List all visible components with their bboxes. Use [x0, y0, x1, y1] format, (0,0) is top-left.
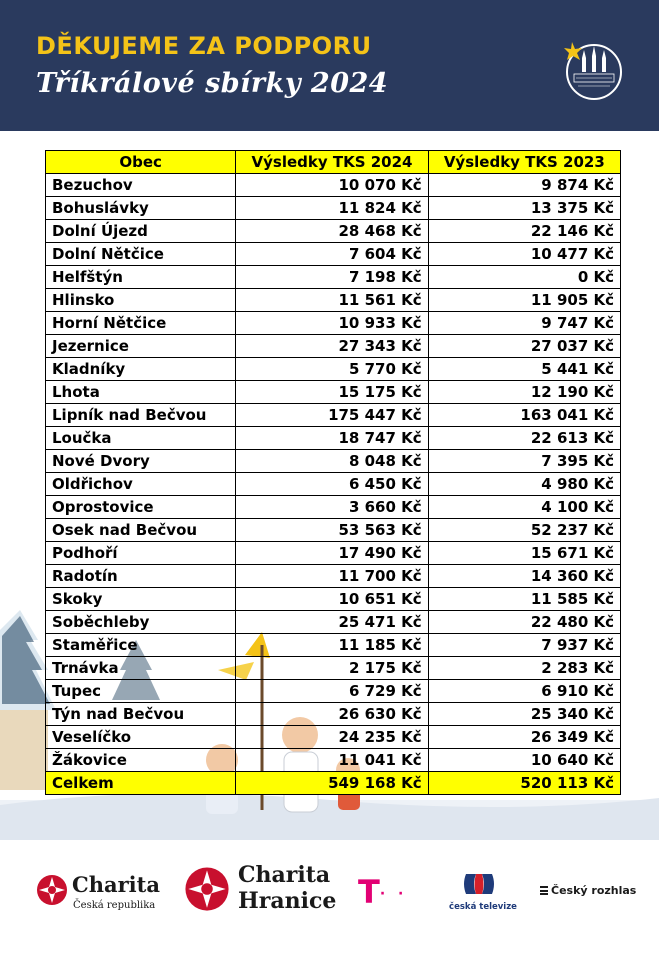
municipality-cell: Týn nad Bečvou — [46, 703, 236, 726]
tks-2024-cell: 26 630 Kč — [236, 703, 428, 726]
total-tks-2024: 549 168 Kč — [236, 772, 428, 795]
tks-2024-cell: 2 175 Kč — [236, 657, 428, 680]
table-row — [46, 657, 621, 680]
tks-2024-cell: 7 198 Kč — [236, 266, 428, 289]
municipality-cell: Horní Nětčice — [46, 312, 236, 335]
tks-2023-cell: 7 937 Kč — [428, 634, 620, 657]
tks-2024-cell: 8 048 Kč — [236, 450, 428, 473]
tks-2023-cell: 4 980 Kč — [428, 473, 620, 496]
municipality-cell: Kladníky — [46, 358, 236, 381]
tks-2024-cell: 10 070 Kč — [236, 174, 428, 197]
column-header-tks-2023: Výsledky TKS 2023 — [428, 151, 620, 174]
page-subtitle: Tříkrálové sbírky 2024 — [36, 68, 389, 99]
municipality-cell: Hlinsko — [46, 289, 236, 312]
municipality-cell: Žákovice — [46, 749, 236, 772]
column-header-obec: Obec — [46, 151, 236, 174]
tks-2024-cell: 11 824 Kč — [236, 197, 428, 220]
municipality-cell: Radotín — [46, 565, 236, 588]
column-header-tks-2024: Výsledky TKS 2024 — [236, 151, 428, 174]
tks-2023-cell: 11 585 Kč — [428, 588, 620, 611]
table-header-row — [46, 151, 621, 174]
municipality-cell: Staměřice — [46, 634, 236, 657]
municipality-cell: Dolní Nětčice — [46, 243, 236, 266]
table-row — [46, 542, 621, 565]
tks-2023-cell: 9 874 Kč — [428, 174, 620, 197]
table-row — [46, 335, 621, 358]
total-label: Celkem — [46, 772, 236, 795]
tks-2024-cell: 24 235 Kč — [236, 726, 428, 749]
partner-logos — [0, 850, 659, 960]
tks-2024-cell: 6 450 Kč — [236, 473, 428, 496]
municipality-cell: Skoky — [46, 588, 236, 611]
municipality-cell: Lhota — [46, 381, 236, 404]
ceska-televize-label: česká televize — [449, 902, 517, 912]
tks-2024-cell: 3 660 Kč — [236, 496, 428, 519]
table-row — [46, 703, 621, 726]
table-row — [46, 749, 621, 772]
table-row — [46, 450, 621, 473]
table-row — [46, 174, 621, 197]
tks-2023-cell: 22 613 Kč — [428, 427, 620, 450]
tks-2024-cell: 11 700 Kč — [236, 565, 428, 588]
ceska-televize-logo — [448, 870, 517, 914]
ceska-televize-icon — [462, 870, 496, 898]
tks-2023-cell: 10 477 Kč — [428, 243, 620, 266]
tks-2023-cell: 5 441 Kč — [428, 358, 620, 381]
table-row — [46, 220, 621, 243]
tks-2024-cell: 175 447 Kč — [236, 404, 428, 427]
tks-2023-cell: 13 375 Kč — [428, 197, 620, 220]
cesky-rozhlas-icon — [540, 886, 548, 895]
table-row — [46, 519, 621, 542]
tks-2024-cell: 15 175 Kč — [236, 381, 428, 404]
charita-cross-icon — [184, 866, 230, 912]
tks-2024-cell: 53 563 Kč — [236, 519, 428, 542]
table-row — [46, 312, 621, 335]
municipality-cell: Tupec — [46, 680, 236, 703]
tks-2024-cell: 25 471 Kč — [236, 611, 428, 634]
tks-2024-cell: 27 343 Kč — [236, 335, 428, 358]
tks-2023-cell: 14 360 Kč — [428, 565, 620, 588]
tks-2023-cell: 22 146 Kč — [428, 220, 620, 243]
table-row — [46, 588, 621, 611]
municipality-cell: Bohuslávky — [46, 197, 236, 220]
charita-cross-icon — [36, 874, 68, 906]
tks-2023-cell: 4 100 Kč — [428, 496, 620, 519]
tks-2023-cell: 52 237 Kč — [428, 519, 620, 542]
t-mobile-letter: T — [358, 873, 380, 911]
t-mobile-dots: · · — [379, 886, 408, 902]
t-mobile-logo — [358, 873, 408, 911]
header-banner — [0, 0, 659, 131]
municipality-cell: Loučka — [46, 427, 236, 450]
tks-2023-cell: 0 Kč — [428, 266, 620, 289]
tks-2024-cell: 28 468 Kč — [236, 220, 428, 243]
tks-2023-cell: 25 340 Kč — [428, 703, 620, 726]
tks-2024-cell: 10 933 Kč — [236, 312, 428, 335]
tks-2024-cell: 11 185 Kč — [236, 634, 428, 657]
municipality-cell: Soběchleby — [46, 611, 236, 634]
table-row — [46, 726, 621, 749]
charita-hranice-line1: Charita — [238, 862, 331, 888]
tks-2023-cell: 7 395 Kč — [428, 450, 620, 473]
table-row — [46, 381, 621, 404]
table-row — [46, 565, 621, 588]
charita-cr-sub: Česká republika — [73, 900, 156, 911]
tks-2023-cell: 11 905 Kč — [428, 289, 620, 312]
table-row — [46, 496, 621, 519]
table-total-row — [46, 772, 621, 795]
table-row — [46, 358, 621, 381]
table-row — [46, 680, 621, 703]
tks-2024-cell: 5 770 Kč — [236, 358, 428, 381]
municipality-cell: Oldřichov — [46, 473, 236, 496]
table-row — [46, 404, 621, 427]
table-row — [46, 197, 621, 220]
municipality-cell: Helfštýn — [46, 266, 236, 289]
results-table — [45, 150, 621, 795]
tri-kralova-sbirka-logo-icon — [558, 38, 630, 102]
tks-2023-cell: 9 747 Kč — [428, 312, 620, 335]
tks-2023-cell: 12 190 Kč — [428, 381, 620, 404]
tks-2024-cell: 7 604 Kč — [236, 243, 428, 266]
table-row — [46, 289, 621, 312]
tks-2024-cell: 11 561 Kč — [236, 289, 428, 312]
cesky-rozhlas-label: Český rozhlas — [551, 884, 637, 897]
charita-cr-name: Charita — [72, 872, 160, 897]
tks-2024-cell: 17 490 Kč — [236, 542, 428, 565]
tks-2024-cell: 6 729 Kč — [236, 680, 428, 703]
municipality-cell: Dolní Újezd — [46, 220, 236, 243]
municipality-cell: Jezernice — [46, 335, 236, 358]
tks-2024-cell: 18 747 Kč — [236, 427, 428, 450]
charita-hranice-line2: Hranice — [238, 888, 337, 914]
tks-2024-cell: 10 651 Kč — [236, 588, 428, 611]
tks-2023-cell: 22 480 Kč — [428, 611, 620, 634]
page-title: DĚKUJEME ZA PODPORU — [36, 32, 372, 60]
municipality-cell: Trnávka — [46, 657, 236, 680]
table-row — [46, 611, 621, 634]
cesky-rozhlas-logo — [540, 884, 636, 897]
tks-2023-cell: 10 640 Kč — [428, 749, 620, 772]
municipality-cell: Podhoří — [46, 542, 236, 565]
municipality-cell: Bezuchov — [46, 174, 236, 197]
tks-2024-cell: 11 041 Kč — [236, 749, 428, 772]
tks-2023-cell: 2 283 Kč — [428, 657, 620, 680]
table-row — [46, 266, 621, 289]
table-row — [46, 243, 621, 266]
tks-2023-cell: 27 037 Kč — [428, 335, 620, 358]
table-row — [46, 473, 621, 496]
municipality-cell: Veselíčko — [46, 726, 236, 749]
municipality-cell: Osek nad Bečvou — [46, 519, 236, 542]
municipality-cell: Oprostovice — [46, 496, 236, 519]
tks-2023-cell: 6 910 Kč — [428, 680, 620, 703]
table-row — [46, 634, 621, 657]
municipality-cell: Nové Dvory — [46, 450, 236, 473]
tks-2023-cell: 26 349 Kč — [428, 726, 620, 749]
tks-2023-cell: 163 041 Kč — [428, 404, 620, 427]
tks-2023-cell: 15 671 Kč — [428, 542, 620, 565]
table-row — [46, 427, 621, 450]
total-tks-2023: 520 113 Kč — [428, 772, 620, 795]
municipality-cell: Lipník nad Bečvou — [46, 404, 236, 427]
